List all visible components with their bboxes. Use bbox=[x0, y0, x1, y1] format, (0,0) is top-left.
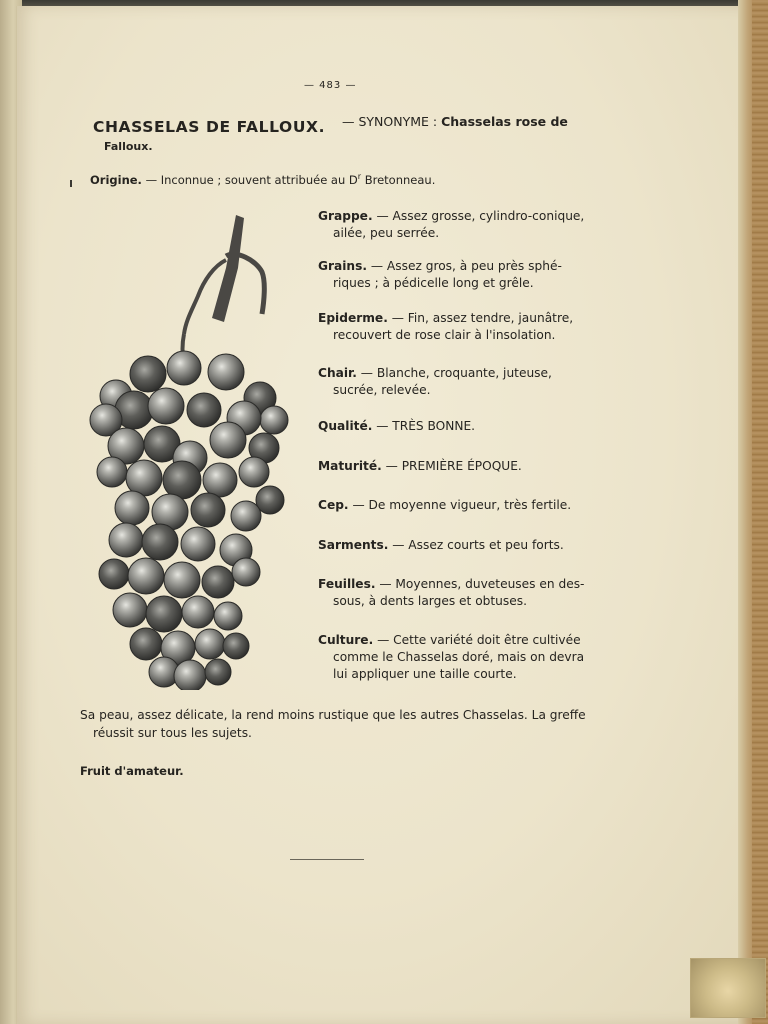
entry-label: Feuilles. bbox=[318, 577, 376, 591]
entry-line-1 bbox=[318, 458, 586, 475]
entry-cep bbox=[318, 497, 586, 514]
origine-label: Origine. bbox=[90, 172, 142, 187]
grape-berry bbox=[231, 501, 261, 531]
entry-text: — Moyennes, duveteuses en des- bbox=[375, 577, 585, 591]
entry-label: Sarments. bbox=[318, 538, 389, 552]
entry-label: Qualité. bbox=[318, 419, 373, 433]
grape-berry bbox=[113, 593, 147, 627]
entry-text: — TRÈS BONNE. bbox=[372, 419, 476, 433]
grape-berry bbox=[203, 463, 237, 497]
paragraph-line-1: Sa peau, assez délicate, la rend moins rustique que les autres Chasselas. La greffe bbox=[80, 708, 586, 722]
synonym-continuation: Falloux. bbox=[104, 140, 153, 153]
entry-sarments bbox=[318, 537, 586, 554]
entry-line-1 bbox=[318, 258, 586, 275]
entry-line-2: recouvert de rose clair à l'insolation. bbox=[333, 328, 556, 342]
entry-text: — Blanche, croquante, juteuse, bbox=[356, 366, 552, 380]
entry-line-1 bbox=[318, 310, 586, 327]
entry-label: Maturité. bbox=[318, 459, 382, 473]
entry-line-2: sucrée, relevée. bbox=[333, 383, 431, 397]
entry-maturité bbox=[318, 458, 586, 475]
entry-line-1 bbox=[318, 537, 586, 554]
grape-illustration bbox=[86, 210, 296, 690]
grape-berry bbox=[130, 356, 166, 392]
entry-line-1 bbox=[318, 632, 586, 649]
entry-label: Epiderme. bbox=[318, 311, 388, 325]
grape-berry bbox=[205, 659, 231, 685]
grape-berry bbox=[239, 457, 269, 487]
grape-berry bbox=[99, 559, 129, 589]
grape-berry bbox=[109, 523, 143, 557]
entry-qualité bbox=[318, 418, 586, 435]
origine-line bbox=[90, 172, 435, 187]
grape-berry bbox=[167, 351, 201, 385]
entry-line-1 bbox=[318, 208, 586, 225]
entry-line-1 bbox=[318, 497, 586, 514]
entry-epiderme bbox=[318, 310, 586, 344]
entry-label: Culture. bbox=[318, 633, 374, 647]
thumbnail-corner bbox=[690, 958, 766, 1018]
entry-line-2: sous, à dents larges et obtuses. bbox=[333, 594, 527, 608]
grape-berry bbox=[210, 422, 246, 458]
closing-paragraph bbox=[80, 707, 586, 742]
grape-berry bbox=[195, 629, 225, 659]
grape-berry bbox=[223, 633, 249, 659]
entry-label: Chair. bbox=[318, 366, 357, 380]
grape-berry bbox=[128, 558, 164, 594]
footer-note: Fruit d'amateur. bbox=[80, 764, 184, 778]
entry-culture bbox=[318, 632, 586, 683]
grape-berry bbox=[202, 566, 234, 598]
synonym-prefix: — SYNONYME : bbox=[342, 114, 438, 129]
grape-berry bbox=[187, 393, 221, 427]
entry-line-2: comme le Chasselas doré, mais on devra bbox=[333, 650, 585, 664]
paragraph-line-2: réussit sur tous les sujets. bbox=[93, 725, 252, 740]
grape-berry bbox=[148, 388, 184, 424]
grape-berry bbox=[174, 660, 206, 690]
entry-text: — Assez grosse, cylindro-conique, bbox=[372, 209, 585, 223]
grape-berry bbox=[181, 527, 215, 561]
stacked-pages bbox=[752, 0, 768, 1024]
variety-title: CHASSELAS DE FALLOUX. bbox=[93, 118, 326, 136]
page-number: — 483 — bbox=[304, 80, 357, 91]
entry-chair bbox=[318, 365, 586, 399]
grape-berry bbox=[232, 558, 260, 586]
synonym-value: Chasselas rose de bbox=[441, 114, 568, 129]
grape-berry bbox=[214, 602, 242, 630]
synonym-line bbox=[342, 114, 568, 129]
entry-text: — De moyenne vigueur, très fertile. bbox=[348, 498, 572, 512]
entry-grappe bbox=[318, 208, 586, 242]
grape-berry bbox=[146, 596, 182, 632]
entry-label: Cep. bbox=[318, 498, 349, 512]
margin-mark bbox=[70, 180, 72, 187]
grape-berry bbox=[130, 628, 162, 660]
entry-line-1 bbox=[318, 418, 586, 435]
grape-berry bbox=[142, 524, 178, 560]
entry-feuilles bbox=[318, 576, 586, 610]
grape-berry bbox=[182, 596, 214, 628]
grape-berry bbox=[164, 562, 200, 598]
entry-text: — Fin, assez tendre, jaunâtre, bbox=[387, 311, 574, 325]
entry-label: Grappe. bbox=[318, 209, 373, 223]
grape-berry bbox=[208, 354, 244, 390]
origine-sup: r bbox=[357, 172, 362, 181]
entry-text: — Cette variété doit être cultivée bbox=[373, 633, 581, 647]
entry-text: — PREMIÈRE ÉPOQUE. bbox=[381, 459, 522, 473]
origine-text-end: Bretonneau. bbox=[361, 172, 436, 187]
entry-label: Grains. bbox=[318, 259, 367, 273]
entry-text: — Assez courts et peu forts. bbox=[388, 538, 564, 552]
grape-berry bbox=[191, 493, 225, 527]
entry-text: — Assez gros, à peu près sphé- bbox=[366, 259, 562, 273]
origine-text: — Inconnue ; souvent attribuée au D bbox=[145, 172, 358, 187]
grape-berry bbox=[260, 406, 288, 434]
entry-line-2: ailée, peu serrée. bbox=[333, 226, 440, 240]
entry-line-3: lui appliquer une taille courte. bbox=[333, 667, 517, 681]
entry-grains bbox=[318, 258, 586, 292]
grape-berry bbox=[97, 457, 127, 487]
entry-line-2: riques ; à pédicelle long et grêle. bbox=[333, 276, 534, 290]
grape-berry bbox=[163, 461, 201, 499]
entry-line-1 bbox=[318, 365, 586, 382]
grape-berry bbox=[115, 491, 149, 525]
entry-line-1 bbox=[318, 576, 586, 593]
section-rule bbox=[290, 859, 364, 860]
